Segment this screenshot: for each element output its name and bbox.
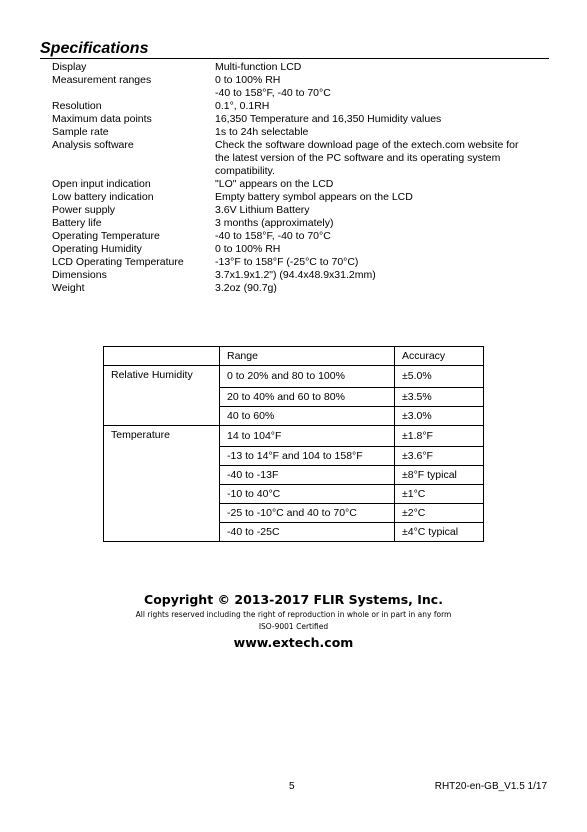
table-cell-accuracy: ±3.5% (395, 387, 484, 406)
spec-row (52, 74, 552, 100)
spec-value-line: -13°F to 158°F (-25°C to 70°C) (215, 256, 359, 268)
spec-value (215, 61, 552, 74)
spec-row (52, 204, 552, 217)
spec-label: Display (52, 61, 87, 73)
table-row (104, 485, 484, 504)
spec-value (215, 74, 552, 100)
table-cell-group (104, 447, 220, 466)
spec-value-line: 3 months (approximately) (215, 217, 334, 229)
spec-label: Measurement ranges (52, 74, 152, 86)
table-header-range: Range (220, 347, 395, 366)
table-cell-range: 20 to 40% and 60 to 80% (220, 387, 395, 406)
spec-label: Power supply (52, 204, 116, 216)
table-header-accuracy: Accuracy (395, 347, 484, 366)
spec-row (52, 113, 552, 126)
document-id: RHT20-en-GB_V1.5 1/17 (434, 781, 547, 792)
spec-row (52, 191, 552, 204)
spec-value-line: 0 to 100% RH (215, 74, 281, 86)
spec-value (215, 113, 552, 126)
spec-value (215, 178, 552, 191)
spec-value-line: Empty battery symbol appears on the LCD (215, 191, 413, 203)
table-cell-group (104, 387, 220, 406)
table-cell-group: Relative Humidity (104, 366, 220, 388)
table-cell-range: -40 to -25C (220, 523, 395, 542)
specifications-list (52, 61, 552, 295)
spec-row (52, 282, 552, 295)
accuracy-table (103, 346, 484, 542)
spec-value-line: 0.1°, 0.1RH (215, 100, 270, 112)
spec-value-line: 3.6V Lithium Battery (215, 204, 310, 216)
spec-row (52, 243, 552, 256)
spec-label: Resolution (52, 100, 102, 112)
spec-value (215, 126, 552, 139)
spec-value (215, 204, 552, 217)
spec-value-line: 1s to 24h selectable (215, 126, 309, 138)
spec-value-line: Multi-function LCD (215, 61, 302, 73)
table-cell-accuracy: ±1°C (395, 485, 484, 504)
table-row (104, 504, 484, 523)
spec-label: Operating Temperature (52, 230, 160, 242)
spec-value-line: -40 to 158°F, -40 to 70°C (215, 87, 331, 99)
spec-row (52, 139, 552, 178)
spec-value-line: 3.2oz (90.7g) (215, 282, 277, 294)
copyright-notice: Copyright © 2013-2017 FLIR Systems, Inc. (144, 592, 443, 607)
table-cell-range: 14 to 104°F (220, 425, 395, 447)
spec-value (215, 191, 552, 204)
spec-value-line: 3.7x1.9x1.2") (94.4x48.9x31.2mm) (215, 269, 376, 281)
spec-value (215, 100, 552, 113)
spec-value (215, 230, 552, 243)
table-cell-range: -13 to 14°F and 104 to 158°F (220, 447, 395, 466)
spec-row (52, 126, 552, 139)
table-cell-accuracy: ±3.0% (395, 406, 484, 425)
spec-label: Open input indication (52, 178, 151, 190)
section-title: Specifications (40, 40, 149, 57)
spec-value (215, 139, 552, 178)
page-number: 5 (289, 781, 295, 792)
table-cell-group (104, 485, 220, 504)
table-cell-accuracy: ±8°F typical (395, 466, 484, 485)
table-row (104, 406, 484, 425)
spec-label: Dimensions (52, 269, 107, 281)
iso-certification: ISO-9001 Certified (258, 622, 329, 631)
spec-label: Maximum data points (52, 113, 152, 125)
table-cell-range: 40 to 60% (220, 406, 395, 425)
spec-row (52, 61, 552, 74)
table-row (104, 523, 484, 542)
spec-label: Sample rate (52, 126, 109, 138)
table-cell-range: -10 to 40°C (220, 485, 395, 504)
spec-row (52, 100, 552, 113)
spec-label: Operating Humidity (52, 243, 142, 255)
spec-row (52, 256, 552, 269)
table-cell-range: -25 to -10°C and 40 to 70°C (220, 504, 395, 523)
table-cell-range: -40 to -13F (220, 466, 395, 485)
spec-value-line: 16,350 Temperature and 16,350 Humidity values (215, 113, 442, 125)
spec-label: Weight (52, 282, 85, 294)
table-cell-accuracy: ±5.0% (395, 366, 484, 388)
spec-row (52, 217, 552, 230)
table-cell-group: Temperature (104, 425, 220, 447)
table-cell-accuracy: ±2°C (395, 504, 484, 523)
spec-label: Battery life (52, 217, 102, 229)
table-row (104, 425, 484, 447)
spec-value-line: Check the software download page of the extech.com website for (215, 139, 519, 151)
spec-label: Low battery indication (52, 191, 154, 203)
table-row (104, 387, 484, 406)
spec-value-line: compatibility. (215, 165, 275, 177)
table-header-blank (104, 347, 220, 366)
spec-row (52, 269, 552, 282)
spec-row (52, 230, 552, 243)
table-cell-range: 0 to 20% and 80 to 100% (220, 366, 395, 388)
table-cell-group (104, 466, 220, 485)
spec-value-line: -40 to 158°F, -40 to 70°C (215, 230, 331, 242)
table-row (104, 366, 484, 388)
spec-value (215, 256, 552, 269)
table-cell-accuracy: ±4°C typical (395, 523, 484, 542)
table-cell-accuracy: ±3.6°F (395, 447, 484, 466)
spec-value (215, 243, 552, 256)
spec-value-line: 0 to 100% RH (215, 243, 281, 255)
spec-label: Analysis software (52, 139, 134, 151)
table-cell-group (104, 504, 220, 523)
table-row (104, 466, 484, 485)
spec-label: LCD Operating Temperature (52, 256, 184, 268)
table-cell-group (104, 406, 220, 425)
table-header-row (104, 347, 484, 366)
spec-row (52, 178, 552, 191)
title-rule (40, 58, 549, 59)
spec-value-line: the latest version of the PC software and its operating system (215, 152, 501, 164)
table-row (104, 447, 484, 466)
spec-value-line: "LO" appears on the LCD (215, 178, 334, 190)
spec-value (215, 217, 552, 230)
table-cell-accuracy: ±1.8°F (395, 425, 484, 447)
website-link[interactable]: www.extech.com (233, 635, 354, 650)
rights-notice: All rights reserved including the right of reproduction in whole or in part in any form (135, 610, 452, 619)
spec-value (215, 282, 552, 295)
spec-value (215, 269, 552, 282)
table-cell-group (104, 523, 220, 542)
